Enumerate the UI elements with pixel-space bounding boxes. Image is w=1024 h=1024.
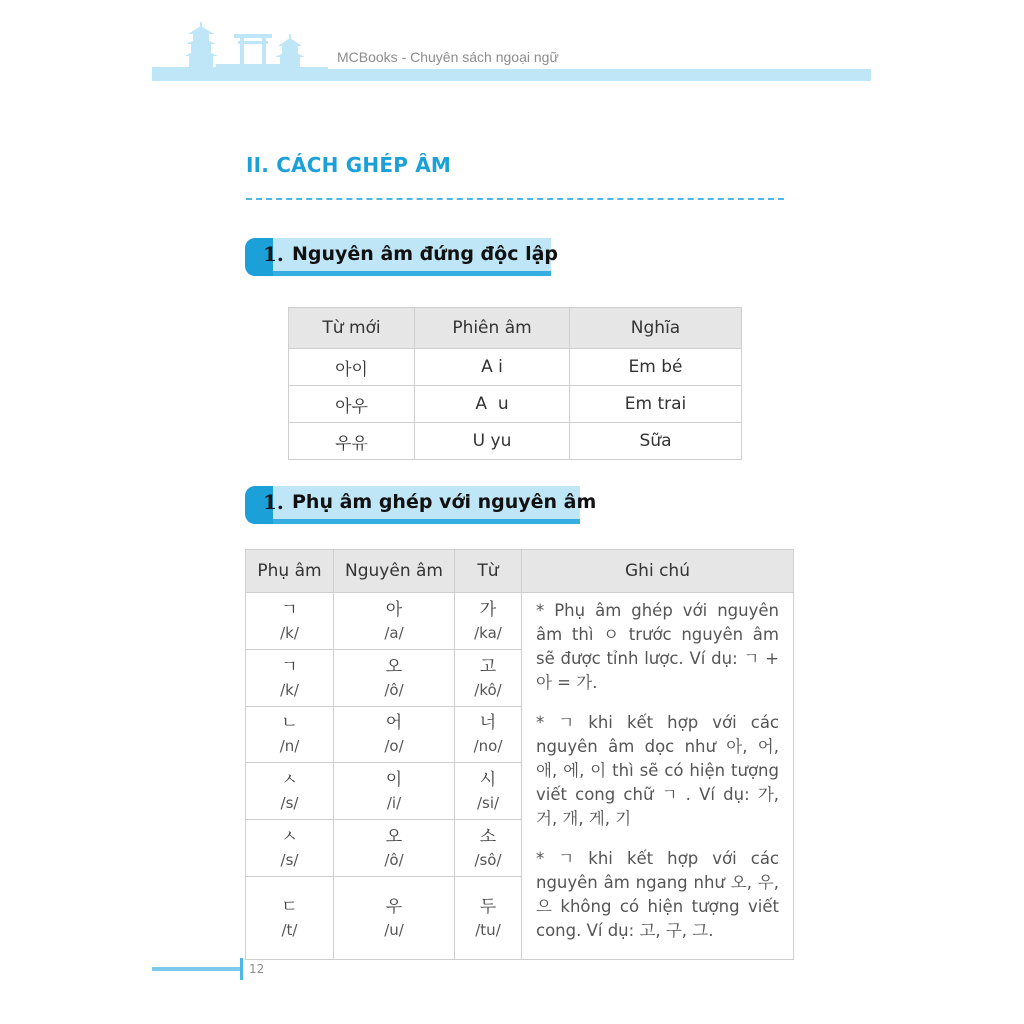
heading-number: 1. bbox=[263, 242, 284, 266]
notes-cell bbox=[522, 593, 794, 960]
column-header-vowel: Nguyên âm bbox=[334, 550, 455, 593]
section-divider bbox=[246, 198, 784, 200]
heading-number: 1. bbox=[263, 490, 284, 514]
word-glyph: 너 bbox=[479, 713, 497, 734]
subsection-heading-independent-vowels bbox=[245, 238, 559, 276]
heading-underline bbox=[273, 519, 580, 524]
footer-bar bbox=[152, 967, 242, 971]
footer-tick bbox=[240, 958, 243, 980]
vowel-ipa: /o/ bbox=[384, 737, 404, 756]
word-ipa: /tu/ bbox=[475, 920, 501, 939]
vowel-cell bbox=[334, 763, 455, 820]
word-glyph: 고 bbox=[479, 656, 497, 677]
word-cell bbox=[455, 706, 522, 763]
consonant-glyph: ㄷ bbox=[281, 896, 298, 917]
vowel-cell bbox=[334, 593, 455, 650]
vowel-cell bbox=[334, 706, 455, 763]
heading-text: Phụ âm ghép với nguyên âm bbox=[292, 491, 597, 513]
vowel-ipa: /a/ bbox=[384, 623, 404, 642]
consonant-cell bbox=[246, 706, 334, 763]
pronunciation-cell: U yu bbox=[415, 423, 570, 460]
pronunciation-cell: A u bbox=[415, 386, 570, 423]
column-header-new-word: Từ mới bbox=[289, 308, 415, 349]
vowel-glyph: 이 bbox=[385, 770, 403, 791]
vowel-ipa: /i/ bbox=[386, 794, 402, 813]
publisher-header-text: MCBooks - Chuyên sách ngoại ngữ bbox=[337, 49, 559, 65]
header-bar bbox=[152, 69, 871, 81]
table-header-row bbox=[246, 550, 794, 593]
note-paragraph: * ㄱ khi kết hợp với các nguyên âm ngang như 오, 우, 으 không có hiện tượng viết cong. Ví dụ: 고, 구, 그. bbox=[536, 849, 779, 940]
vowel-glyph: 어 bbox=[385, 713, 403, 734]
consonant-cell bbox=[246, 649, 334, 706]
word-cell: 아우 bbox=[289, 386, 415, 423]
table-row bbox=[289, 349, 742, 386]
consonant-ipa: /s/ bbox=[280, 794, 299, 813]
vowel-cell bbox=[334, 649, 455, 706]
table-header-row bbox=[289, 308, 742, 349]
vowel-ipa: /ô/ bbox=[384, 851, 404, 870]
heading-underline bbox=[273, 271, 551, 276]
column-header-consonant: Phụ âm bbox=[246, 550, 334, 593]
consonant-vowel-table bbox=[245, 549, 794, 960]
word-ipa: /kô/ bbox=[474, 680, 502, 699]
word-ipa: /sô/ bbox=[474, 851, 502, 870]
vowel-glyph: 오 bbox=[385, 656, 403, 677]
word-glyph: 가 bbox=[479, 599, 497, 620]
table-row bbox=[289, 386, 742, 423]
word-ipa: /si/ bbox=[476, 794, 500, 813]
consonant-ipa: /n/ bbox=[279, 737, 300, 756]
meaning-cell: Em bé bbox=[570, 349, 742, 386]
table-row bbox=[289, 423, 742, 460]
note-paragraph: * Phụ âm ghép với nguyên âm thì ㅇ trước nguyên âm sẽ được tỉnh lược. Ví dụ: ㄱ + 아 = 가. bbox=[536, 601, 779, 692]
consonant-cell bbox=[246, 593, 334, 650]
word-cell bbox=[455, 593, 522, 650]
vowel-glyph: 우 bbox=[385, 896, 403, 917]
word-cell bbox=[455, 876, 522, 959]
table-row bbox=[246, 593, 794, 650]
subsection-heading-consonant-vowel bbox=[245, 486, 597, 524]
consonant-glyph: ㄴ bbox=[281, 713, 298, 734]
column-header-notes: Ghi chú bbox=[522, 550, 794, 593]
word-glyph: 시 bbox=[479, 770, 497, 791]
column-header-pronunciation: Phiên âm bbox=[415, 308, 570, 349]
word-ipa: /ka/ bbox=[474, 623, 502, 642]
pronunciation-cell: A i bbox=[415, 349, 570, 386]
word-glyph: 두 bbox=[479, 896, 497, 917]
vowel-glyph: 오 bbox=[385, 827, 403, 848]
pagoda-torii-illustration-icon bbox=[186, 20, 310, 70]
word-glyph: 소 bbox=[479, 827, 497, 848]
consonant-glyph: ㅅ bbox=[281, 827, 298, 848]
consonant-glyph: ㄱ bbox=[281, 599, 298, 620]
word-cell bbox=[455, 763, 522, 820]
consonant-cell bbox=[246, 820, 334, 877]
consonant-ipa: /k/ bbox=[280, 623, 299, 642]
column-header-meaning: Nghĩa bbox=[570, 308, 742, 349]
heading-text: Nguyên âm đứng độc lập bbox=[292, 243, 559, 265]
word-cell bbox=[455, 820, 522, 877]
word-cell bbox=[455, 649, 522, 706]
vowel-cell bbox=[334, 876, 455, 959]
consonant-cell bbox=[246, 763, 334, 820]
consonant-ipa: /k/ bbox=[280, 680, 299, 699]
word-cell: 아이 bbox=[289, 349, 415, 386]
word-cell: 우유 bbox=[289, 423, 415, 460]
vowel-glyph: 아 bbox=[385, 599, 403, 620]
vowel-ipa: /u/ bbox=[384, 920, 404, 939]
page-number: 12 bbox=[249, 962, 265, 976]
word-ipa: /no/ bbox=[473, 737, 503, 756]
independent-vowel-table bbox=[288, 307, 742, 460]
consonant-glyph: ㄱ bbox=[281, 656, 298, 677]
consonant-ipa: /s/ bbox=[280, 851, 299, 870]
column-header-word: Từ bbox=[455, 550, 522, 593]
consonant-ipa: /t/ bbox=[281, 920, 298, 939]
vowel-cell bbox=[334, 820, 455, 877]
meaning-cell: Sữa bbox=[570, 423, 742, 460]
consonant-cell bbox=[246, 876, 334, 959]
note-paragraph: * ㄱ khi kết hợp với các nguyên âm dọc như 아, 어, 애, 에, 이 thì sẽ có hiện tượng viết cong chữ ㄱ . Ví dụ: 가, 거, 개, 게, 기 bbox=[536, 713, 779, 828]
vowel-ipa: /ô/ bbox=[384, 680, 404, 699]
consonant-glyph: ㅅ bbox=[281, 770, 298, 791]
meaning-cell: Em trai bbox=[570, 386, 742, 423]
section-title: II. CÁCH GHÉP ÂM bbox=[246, 153, 451, 177]
